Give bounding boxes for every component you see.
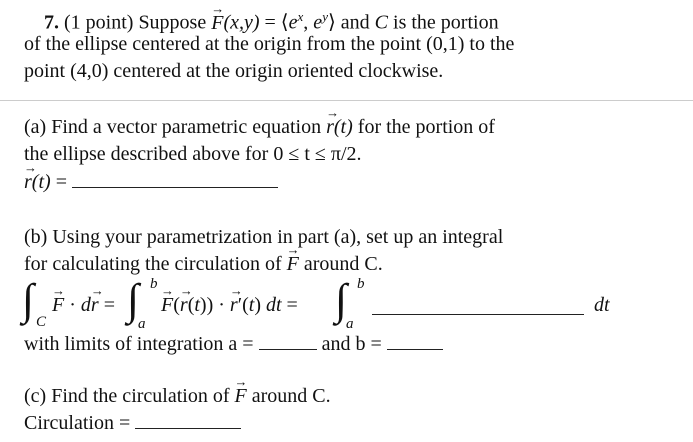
- part-a-answer: → r(t) =: [24, 169, 278, 195]
- problem-line-1: 7. (1 point) Suppose → $F(x,y) = ⟨e^x$, $e^y⟩$ and C is the portion: [44, 4, 499, 36]
- lower-limit-c: C: [36, 314, 47, 330]
- integral-expr-1: → F · d→ r =: [52, 292, 115, 318]
- lower-limit-a-2: a: [346, 316, 354, 332]
- part-b-line-1: (b) Using your parametrization in part (a), set up an integral: [24, 226, 504, 248]
- answer-blank-b[interactable]: [387, 349, 443, 350]
- intro-and: and: [340, 11, 370, 34]
- integral-sign-2: ∫: [127, 275, 140, 324]
- problem-number: 7.: [44, 11, 59, 34]
- part-a-line-1: (a) Find a vector parametric equation → r(t) for the portion of: [24, 114, 495, 140]
- answer-blank-r[interactable]: [72, 187, 278, 188]
- part-b-limits: with limits of integration a = and b =: [24, 331, 443, 357]
- upper-limit-b: b: [150, 276, 158, 292]
- part-c-line-1: (c) Find the circulation of → F around C.: [24, 383, 331, 409]
- answer-blank-a[interactable]: [259, 349, 317, 350]
- divider-1: [0, 100, 693, 101]
- lower-limit-a: a: [138, 316, 146, 332]
- problem-points: (1 point): [64, 11, 134, 34]
- curve-c: C: [374, 11, 389, 34]
- upper-limit-b-2: b: [357, 276, 365, 292]
- intro-suppose: Suppose: [138, 11, 207, 34]
- intro-portion: is the portion: [393, 11, 499, 34]
- field-args: (x,y): [223, 11, 260, 34]
- part-c-answer: Circulation =: [24, 410, 241, 436]
- problem-line-3: point (4,0) centered at the origin oriented clockwise.: [24, 60, 444, 82]
- part-b-line-2: for calculating the circulation of → F around C.: [24, 251, 383, 277]
- field-vector-f: → F: [211, 10, 223, 36]
- answer-blank-circulation[interactable]: [135, 428, 241, 429]
- part-a-line-2: the ellipse described above for 0 ≤ t ≤ π/2.: [24, 143, 362, 165]
- problem-line-2: of the ellipse centered at the origin from the point (0,1) to the: [24, 33, 515, 55]
- dt-label: dt: [594, 294, 610, 316]
- answer-blank-integrand[interactable]: [372, 314, 584, 315]
- integral-expr-2: → F(→ r(t)) · → r′(t) dt =: [161, 292, 298, 318]
- integral-sign-3: ∫: [335, 275, 348, 324]
- integral-sign-1: ∫: [22, 275, 35, 324]
